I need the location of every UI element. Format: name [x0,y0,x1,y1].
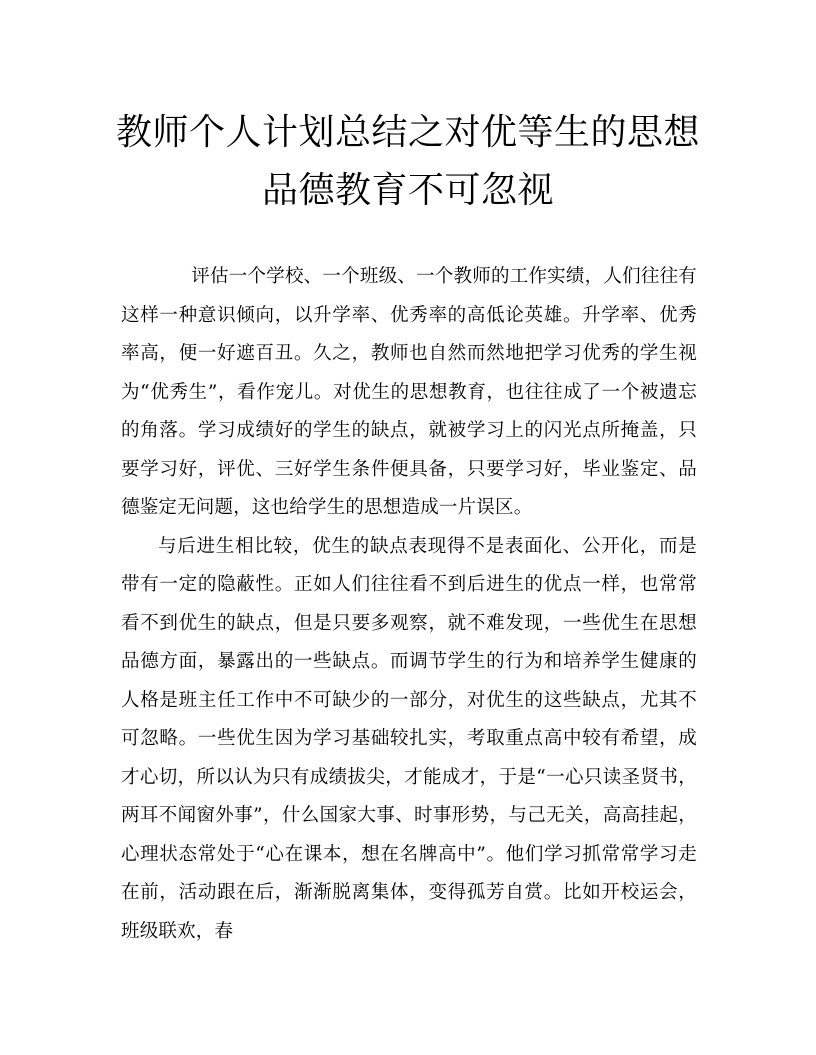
document-title [100,104,716,220]
title-line-2: 品德教育不可忽视 [261,170,554,211]
paragraph-1: 评估一个学校、一个班级、一个教师的工作实绩，人们往往有这样一种意识倾向，以升学率、优秀率的高低论英雄。升学率、优秀率高，便一好遮百丑。久之，教师也自然而然地把学习优秀的学生视为“优秀生”，看作宠儿。对优生的思想教育，也往往成了一个被遗忘的角落。学习成绩好的学生的缺点，就被学习上的闪光点所掩盖，只要学习好，评优、三好学生条件便具备，只要学习好，毕业鉴定、品德鉴定无问题，这也给学生的思想造成一片误区。 [121,266,697,518]
document-body [121,258,697,951]
title-line-1: 教师个人计划总结之对优等生的思想 [115,112,700,153]
paragraph-2: 与后进生相比较，优生的缺点表现得不是表面化、公开化，而是带有一定的隐蔽性。正如人们往往看不到后进生的优点一样，也常常看不到优生的缺点，但是只要多观察，就不难发现，一些优生在思想品德方面，暴露出的一些缺点。而调节学生的行为和培养学生健康的人格是班主任工作中不可缺少的一部分，对优生的这些缺点，尤其不可忽略。一些优生因为学习基础较扎实，考取重点高中较有希望，成才心切，所以认为只有成绩拔尖，才能成才，于是“一心只读圣贤书，两耳不闻窗外事”，什么国家大事、时事形势，与己无关，高高挂起，心理状态常处于“心在课本，想在名牌高中”。他们学习抓常常学习走在前，活动跟在后，渐渐脱离集体，变得孤芳自赏。比如开校运会，班级联欢，春 [121,535,697,942]
